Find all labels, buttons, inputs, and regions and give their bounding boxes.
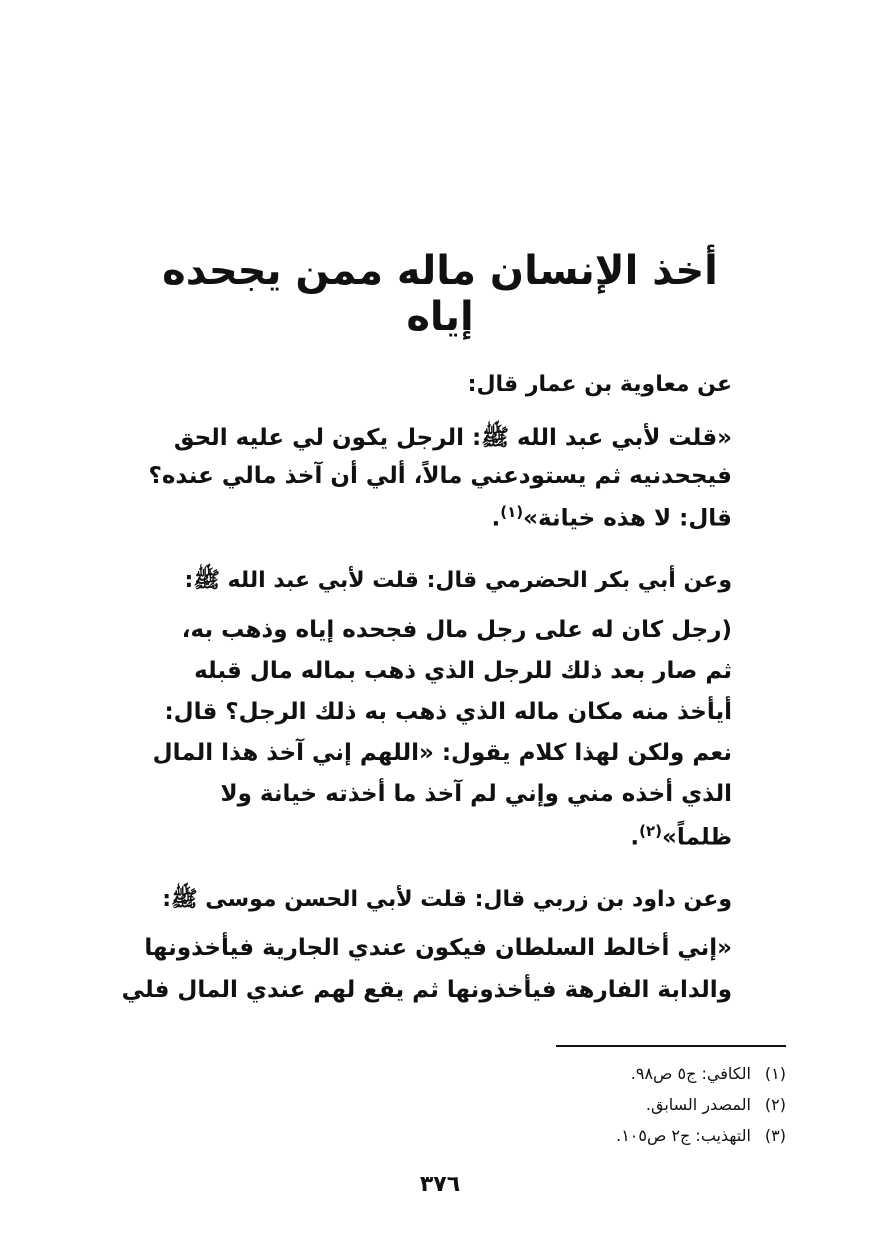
quote-line: «إني أخالط السلطان فيكون عندي الجارية فيأخذونها <box>144 935 732 961</box>
section1-intro: عن معاوية بن عمار قال: <box>467 372 732 397</box>
chapter-title: أخذ الإنسان ماله ممن يجحده إياه <box>162 248 718 340</box>
quote-line: ظلماً»$^{(٢)}$. <box>630 822 732 851</box>
footnote-item: (٢)المصدر السابق. <box>645 1095 786 1114</box>
footnote-divider <box>556 1045 786 1047</box>
quote-line: الذي أخذه مني وإني لم آخذ ما أخذته خيانة ولا <box>220 781 732 807</box>
footnote-item: (١)الكافي: ج٥ ص٩٨. <box>630 1064 786 1083</box>
quote-line: والدابة الفارهة فيأخذونها ثم يقع لهم عندي المال فلي <box>121 977 732 1003</box>
quote-line: أيأخذ منه مكان ماله الذي ذهب به ذلك الرجل؟ قال: <box>164 699 732 725</box>
quote-line: «قلت لأبي عبد الله ﷺ: الرجل يكون لي عليه الحق <box>173 425 732 451</box>
footnote-item: (٣)التهذيب: ج٢ ص١٠٥. <box>616 1126 786 1145</box>
quote-line: نعم ولكن لهذا كلام يقول: «اللهم إني آخذ هذا المال <box>152 740 732 766</box>
quote-line: فيجحدنيه ثم يستودعني مالاً، ألي أن آخذ مالي عنده؟ <box>148 463 732 489</box>
section2-intro: وعن أبي بكر الحضرمي قال: قلت لأبي عبد الله ﷺ: <box>184 568 732 593</box>
section1-quote <box>92 423 732 543</box>
quote-line: (رجل كان له على رجل مال فجحده إياه وذهب به، <box>181 617 732 643</box>
section2-quote <box>92 617 732 863</box>
quote-line: قال: لا هذه خيانة»$^{(١)}$. <box>491 503 732 532</box>
footnotes <box>616 1058 786 1151</box>
section3-quote <box>92 935 732 1019</box>
page-number: ٣٧٦ <box>419 1172 461 1197</box>
footnote-ref: (١) <box>500 503 524 521</box>
footnote-ref: (٢) <box>639 822 663 840</box>
quote-line: ثم صار بعد ذلك للرجل الذي ذهب بماله مال قبله <box>194 658 732 684</box>
section3-intro: وعن داود بن زربي قال: قلت لأبي الحسن موسى ﷺ: <box>162 887 732 912</box>
